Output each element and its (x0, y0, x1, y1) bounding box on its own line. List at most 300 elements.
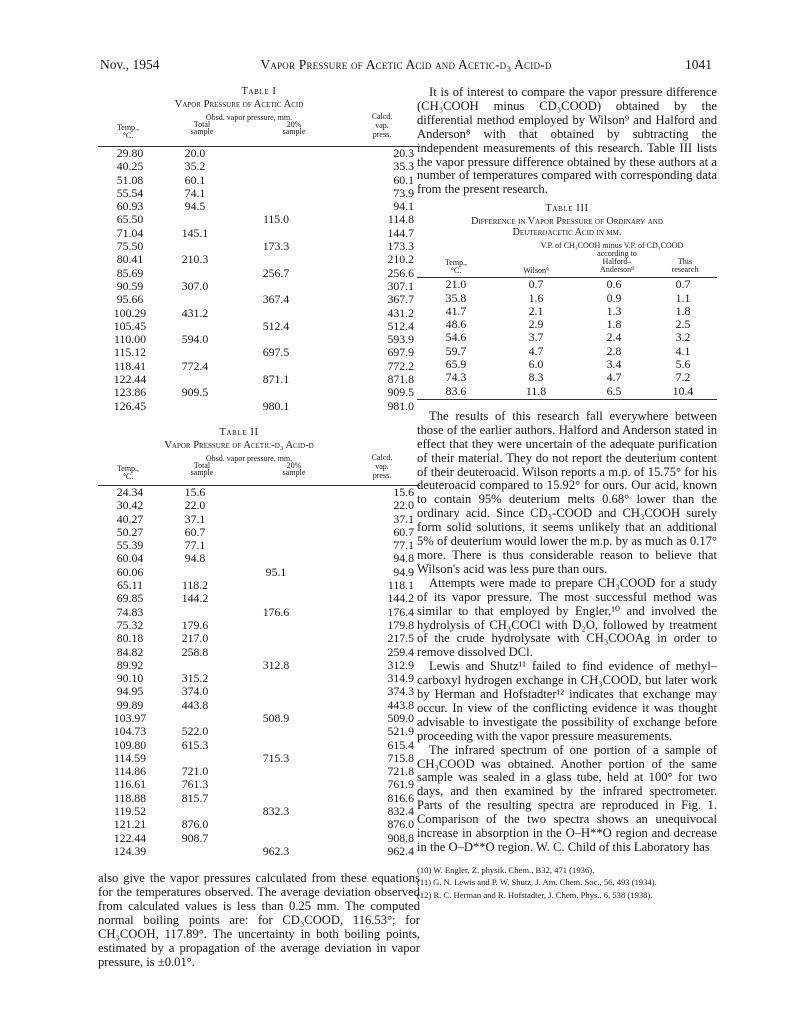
table-cell: 50.27 (116, 524, 144, 539)
table-cell: 35.2 (184, 159, 206, 174)
table-cell: 118.41 (113, 358, 146, 373)
table-cell: 55.39 (116, 538, 144, 553)
table-cell: 124.39 (113, 843, 147, 858)
table-row (98, 619, 416, 632)
table-row (98, 659, 416, 672)
table-cell (162, 293, 228, 306)
table-cell: 77.1 (393, 538, 414, 553)
table-cell: 118.1 (387, 578, 414, 593)
body-paragraph: The results of this research fall everywhere between those of the earlier authors. Halford and Anderson stated in effect that they were uncertain of the adequate purification of their material. They do not report the deuterium content of their deuteroacid. Wilson reports a m.p. of 15.75° for his deuteroacid compared to 15.92° for ours. Our acid, known to contain 95% deuterium melts 0.68° lower than the ordinary acid. Since CD₃-COOD and CH₃COOH surely form solid solutions, it seems unlikely that an additional 5% of deuterium would lower the m.p. by as much as 0.17° more. There is thus considerable reason to believe that Wilson's acid was less pure than ours. (417, 408, 717, 576)
header-calcd: Calcd. (371, 112, 393, 121)
table-3 (417, 203, 717, 400)
header-research: research (671, 265, 699, 275)
table-cell: 55.54 (116, 185, 144, 200)
table-cell: 118.2 (181, 578, 209, 593)
table-cell: 29.80 (116, 146, 144, 160)
table-cell: 122.44 (113, 372, 147, 387)
header-obsd: Obsd. vapor pressure, mm. (205, 113, 293, 122)
page-number: 1041 (685, 57, 712, 72)
table-3-caption-line-2: Deuteroacetic Acid in mm. (512, 227, 622, 239)
header-total-sample: sample (190, 467, 214, 477)
table-cell: 100.29 (113, 305, 147, 320)
table-row (98, 187, 416, 200)
table-cell (228, 174, 324, 187)
header-pct: 20% (286, 460, 302, 470)
table-cell (228, 818, 324, 831)
table-cell: 54.6 (445, 330, 467, 345)
table-cell: 114.86 (113, 764, 146, 779)
table-cell (162, 752, 228, 765)
header-temp-unit: °C. (450, 266, 462, 276)
running-header (100, 57, 712, 75)
table-cell: 94.9 (393, 564, 414, 579)
table-cell: 210.3 (181, 252, 209, 267)
table-cell: 71.04 (116, 225, 144, 240)
header-vp-span: V.P. of CH₃COOH minus V.P. of CD₃COOD (540, 241, 684, 251)
table-cell (228, 526, 324, 539)
table-row (98, 280, 416, 293)
table-cell (228, 187, 324, 200)
table-cell: 173.3 (262, 239, 290, 254)
table-cell: 981.0 (387, 398, 414, 413)
table-cell: 509.0 (387, 710, 414, 725)
table-cell: 95.66 (116, 292, 144, 307)
table-cell: 20.3 (393, 146, 414, 160)
table-3-body (417, 278, 715, 398)
table-cell: 114.59 (113, 750, 146, 765)
table-cell: 74.83 (116, 604, 144, 619)
table-cell: 22.0 (184, 498, 206, 513)
table-row (98, 632, 416, 645)
header-halford: Halford– (602, 257, 632, 267)
table-row (98, 526, 416, 539)
table-row (98, 200, 416, 213)
intro-paragraph: It is of interest to compare the vapor pressure difference (CH₃COOH minus CD₃COOD) obtained by the differential method employed by Wilson⁹ and Halford and Anderson⁸ with that obtained by subtracting the independent measurements of this research. Table III lists the vapor pressure difference obtained by these authors at a number of temperatures compared with corresponding data from the present research. (417, 85, 717, 197)
table-cell: 761.3 (181, 777, 209, 792)
table-row (98, 320, 416, 333)
table-row (98, 818, 416, 831)
table-cell: 5.6 (675, 357, 691, 372)
table-cell (162, 712, 228, 725)
table-1-body (98, 147, 416, 413)
table-cell: 772.4 (181, 358, 209, 373)
header-obsd: Obsd. vapor pressure, mm. (205, 453, 293, 463)
table-cell: 3.4 (606, 357, 622, 372)
table-cell: 0.6 (606, 277, 622, 292)
table-cell: 615.3 (181, 737, 209, 752)
table-cell: 15.6 (393, 484, 414, 499)
table-cell: 832.3 (262, 804, 290, 819)
table-1-title: Table I (241, 86, 277, 97)
table-cell (228, 552, 324, 565)
table-cell: 2.1 (528, 303, 544, 318)
table-cell: 431.2 (387, 305, 414, 320)
table-cell: 94.95 (116, 684, 144, 699)
table-cell (228, 486, 324, 499)
table-cell: 60.06 (116, 564, 144, 579)
table-cell: 65.9 (445, 357, 467, 372)
table-cell: 1.1 (675, 290, 691, 305)
header-temp: Temp., (116, 463, 140, 473)
table-cell (162, 240, 228, 253)
table-row (417, 305, 715, 318)
body-paragraph: Attempts were made to prepare CH₃COOD for a study of its vapor pressure. The most successful method was similar to that employed by Engler,¹⁰ and involved the hydrolysis of CH₃COCl with D₂O, followed by treatment of the crude hydrolysate with CH₃COOAg in order to remove dissolved DCl. (417, 575, 717, 660)
table-row (98, 160, 416, 173)
body-paragraph: Lewis and Shutz¹¹ failed to find evidence of methyl–carboxyl hydrogen exchange in CH₃COOD, but later work by Herman and Hofstadter¹² indicates that exchange may occur. In view of the conflicting evidence it was thought advisable to investigate the possibility of exchange before proceeding with the vapor pressure measurements. (417, 659, 717, 743)
table-cell: 95.1 (265, 564, 287, 579)
table-cell: 176.6 (262, 604, 290, 619)
table-cell (228, 307, 324, 320)
table-cell: 40.25 (116, 159, 144, 174)
header-wilson: Wilson⁹ (523, 266, 549, 276)
table-cell: 74.1 (184, 185, 206, 200)
table-2-caption: Vapor Pressure of Acetic-d₃ Acid-d (164, 439, 314, 451)
table-cell: 908.7 (181, 830, 209, 845)
table-cell (228, 499, 324, 512)
table-row (98, 845, 416, 858)
table-cell (228, 200, 324, 213)
table-cell: 7.2 (675, 370, 691, 385)
table-cell: 443.8 (387, 697, 414, 712)
header-calcd-vap: vap. (375, 121, 389, 130)
table-cell: 123.86 (113, 385, 147, 400)
right-body-text (417, 410, 717, 855)
table-cell: 431.2 (181, 305, 209, 320)
table-cell: 90.10 (116, 671, 144, 686)
table-cell: 48.6 (445, 317, 467, 332)
table-row (98, 592, 416, 605)
header-pct-sample: sample (282, 467, 306, 477)
table-cell: 908.8 (387, 830, 414, 845)
table-cell: 4.7 (528, 343, 544, 358)
table-cell: 24.34 (116, 484, 144, 499)
header-this: This (677, 257, 693, 267)
table-cell (228, 280, 324, 293)
table-cell: 94.1 (393, 199, 414, 214)
table-cell: 2.8 (606, 343, 622, 358)
table-row (98, 373, 416, 386)
table-cell: 615.4 (387, 737, 414, 752)
table-cell: 109.80 (113, 737, 147, 752)
table-cell (162, 805, 228, 818)
table-cell: 6.0 (528, 357, 544, 372)
table-cell: 94.5 (184, 199, 206, 214)
table-1-header (98, 113, 420, 147)
table-cell: 105.45 (113, 318, 147, 333)
header-pct: 20% (286, 120, 302, 129)
table-cell: 315.2 (181, 671, 209, 686)
table-cell: 909.5 (181, 385, 209, 400)
table-row (98, 646, 416, 659)
table-cell: 512.4 (262, 318, 290, 333)
header-calcd-press: press. (372, 130, 392, 139)
table-row (98, 752, 416, 765)
table-cell (162, 213, 228, 226)
table-cell: 144.2 (387, 591, 414, 606)
table-row (98, 552, 416, 565)
running-title: Vapor Pressure of Acetic Acid and Acetic-d₃ Acid-d (260, 57, 552, 72)
table-row (98, 725, 416, 738)
table-cell: 90.59 (116, 278, 144, 293)
table-cell (228, 672, 324, 685)
header-total: Total (193, 460, 211, 470)
table-row (98, 739, 416, 752)
table-row (98, 513, 416, 526)
table-cell (228, 685, 324, 698)
table-cell: 697.9 (387, 345, 414, 360)
table-cell: 51.08 (116, 172, 144, 187)
table-row (98, 778, 416, 791)
table-row (98, 566, 416, 579)
table-cell: 116.61 (113, 777, 146, 792)
table-row (417, 278, 715, 291)
header-according-to: according to (597, 249, 637, 259)
table-cell: 1.3 (606, 303, 622, 318)
table-row (98, 386, 416, 399)
table-cell: 20.0 (184, 146, 206, 160)
table-cell: 217.0 (181, 631, 209, 646)
table-cell: 59.7 (445, 343, 467, 358)
table-cell: 210.2 (387, 252, 414, 267)
table-row (417, 292, 715, 305)
table-cell (228, 386, 324, 399)
table-cell: 104.73 (113, 724, 147, 739)
table-cell: 715.8 (387, 750, 414, 765)
table-cell (228, 725, 324, 738)
table-cell: 69.85 (116, 591, 144, 606)
table-cell: 60.7 (393, 524, 414, 539)
table-cell: 122.44 (113, 830, 147, 845)
table-row (98, 147, 416, 160)
table-cell: 144.2 (181, 591, 209, 606)
table-cell: 179.6 (181, 617, 209, 632)
table-cell (228, 360, 324, 373)
table-cell: 80.18 (116, 631, 144, 646)
table-cell: 3.7 (528, 330, 544, 345)
table-cell: 761.9 (387, 777, 414, 792)
footnote: (10) W. Engler, Z. physik. Chem., B32, 471 (1936). (417, 864, 595, 875)
table-cell: 37.1 (184, 511, 206, 526)
table-row (98, 293, 416, 306)
table-cell: 65.50 (116, 212, 144, 227)
table-cell: 832.4 (387, 804, 414, 819)
table-cell: 37.1 (393, 511, 414, 526)
table-cell (228, 160, 324, 173)
table-row (98, 346, 416, 359)
table-cell (162, 845, 228, 858)
table-row (98, 699, 416, 712)
table-cell: 256.6 (387, 265, 414, 280)
table-cell: 85.69 (116, 265, 144, 280)
table-cell (228, 253, 324, 266)
table-cell (228, 333, 324, 346)
table-cell: 2.5 (675, 317, 691, 332)
table-cell: 980.1 (262, 398, 290, 413)
table-cell (228, 632, 324, 645)
table-cell: 41.7 (445, 303, 467, 318)
table-cell: 60.93 (116, 199, 144, 214)
table-row (98, 227, 416, 240)
table-row (98, 307, 416, 320)
table-row (98, 267, 416, 280)
table-cell (228, 646, 324, 659)
table-cell: 217.5 (387, 631, 414, 646)
table-1 (98, 86, 420, 413)
table-row (98, 579, 416, 592)
table-cell: 115.0 (262, 212, 290, 227)
table-cell (228, 765, 324, 778)
table-cell: 522.0 (181, 724, 209, 739)
table-row (98, 360, 416, 373)
table-cell (162, 566, 228, 579)
header-calcd: Calcd. (371, 452, 393, 462)
table-cell: 144.7 (387, 225, 414, 240)
table-row (98, 685, 416, 698)
table-cell: 121.21 (113, 817, 147, 832)
table-cell (228, 579, 324, 592)
table-3-header (417, 241, 717, 278)
table-2 (98, 427, 420, 858)
table-cell: 35.3 (393, 159, 414, 174)
table-cell: 8.3 (528, 370, 544, 385)
table-cell: 94.8 (184, 551, 206, 566)
table-cell: 871.8 (387, 372, 414, 387)
table-cell: 721.0 (181, 764, 209, 779)
table-cell: 593.9 (387, 332, 414, 347)
table-cell: 99.89 (116, 697, 144, 712)
right-column (417, 86, 717, 902)
table-row (98, 174, 416, 187)
table-cell: 83.6 (445, 383, 467, 398)
table-row (98, 486, 416, 499)
table-cell: 115.12 (113, 345, 146, 360)
left-paragraph: also give the vapor pressures calculated from these equations for the temperatures observed. The average deviation observed from calculated values is less than 0.25 mm. The computed normal boiling points are: for CD₃COOD, 116.53°; for CH₃COOH, 117.89°. The uncertainty in both boiling points, estimated by a propagation of the average deviation in vapor pressure, is ±0.01°. (98, 871, 420, 969)
table-cell: 307.0 (181, 278, 209, 293)
table-cell (228, 619, 324, 632)
table-cell: 374.3 (387, 684, 414, 699)
table-cell: 2.4 (606, 330, 622, 345)
table-cell (228, 699, 324, 712)
table-cell (228, 592, 324, 605)
table-cell (228, 539, 324, 552)
table-row (98, 499, 416, 512)
table-row (98, 213, 416, 226)
table-row (98, 765, 416, 778)
table-cell: 40.27 (116, 511, 144, 526)
table-cell (162, 346, 228, 359)
table-cell: 815.7 (181, 790, 209, 805)
table-3-rule (417, 399, 717, 400)
table-cell: 1.8 (675, 303, 691, 318)
table-cell: 89.92 (116, 657, 144, 672)
table-row (98, 712, 416, 725)
table-row (98, 792, 416, 805)
table-cell (162, 267, 228, 280)
table-cell: 0.9 (606, 290, 622, 305)
table-row (98, 672, 416, 685)
table-cell: 30.42 (116, 498, 144, 513)
table-cell: 367.4 (262, 292, 290, 307)
table-cell: 1.8 (606, 317, 622, 332)
header-temp: Temp., (444, 258, 468, 268)
table-cell: 60.1 (393, 172, 414, 187)
table-cell: 10.4 (672, 383, 694, 398)
table-cell (228, 513, 324, 526)
table-cell: 75.50 (116, 239, 144, 254)
table-cell: 962.3 (262, 843, 290, 858)
table-row (98, 606, 416, 619)
issue-date: Nov., 1954 (100, 57, 160, 72)
table-cell: 84.82 (116, 644, 144, 659)
table-cell: 176.4 (387, 604, 414, 619)
table-row (98, 400, 416, 413)
table-row (98, 539, 416, 552)
footnote: (12) R. C. Herman and R. Hofstadter, J. Chem. Phys., 6, 538 (1938). (417, 889, 653, 900)
table-cell: 11.8 (525, 383, 547, 398)
header-temp-unit: °C. (122, 131, 134, 140)
table-cell (228, 227, 324, 240)
header-temp: Temp., (116, 123, 140, 132)
table-cell (162, 320, 228, 333)
table-cell: 60.04 (116, 551, 144, 566)
table-cell: 35.8 (445, 290, 467, 305)
table-cell: 75.32 (116, 617, 144, 632)
table-row (417, 358, 715, 371)
table-cell: 876.0 (181, 817, 209, 832)
table-cell: 22.0 (393, 498, 414, 513)
table-cell: 307.1 (387, 278, 414, 293)
table-2-header (98, 454, 420, 486)
table-cell (162, 373, 228, 386)
table-cell: 2.9 (528, 317, 544, 332)
table-1-caption: Vapor Pressure of Acetic Acid (174, 99, 304, 110)
table-cell (228, 739, 324, 752)
footnotes (417, 865, 717, 901)
table-row (98, 240, 416, 253)
table-cell: 1.6 (528, 290, 544, 305)
table-cell: 697.5 (262, 345, 290, 360)
table-cell: 521.9 (387, 724, 414, 739)
table-cell: 715.3 (262, 750, 290, 765)
table-cell: 73.9 (393, 185, 414, 200)
table-cell: 60.1 (184, 172, 206, 187)
table-cell: 312.9 (387, 657, 414, 672)
table-cell: 962.4 (387, 843, 414, 858)
table-cell: 6.5 (606, 383, 622, 398)
table-row (98, 333, 416, 346)
table-cell (228, 147, 324, 160)
table-cell: 179.8 (387, 617, 414, 632)
table-cell: 3.2 (675, 330, 691, 345)
table-cell: 145.1 (181, 225, 209, 240)
table-cell: 512.4 (387, 318, 414, 333)
table-cell: 374.0 (181, 684, 209, 699)
table-cell: 119.52 (113, 804, 146, 819)
table-cell (162, 400, 228, 413)
body-paragraph: The infrared spectrum of one portion of a sample of CH₃COOD was obtained. Another portion of the same sample was sealed in a glass tube, held at 100° for two days, and then examined by the infrared spectrometer. Parts of the resulting spectra are reproduced in Fig. 1. Comparison of the two spectra shows an unequivocal increase in absorption in the O–H**O region and decrease in the O–D**O region. W. C. Child of this Laboratory has (417, 742, 717, 855)
header-total: Total (193, 120, 211, 129)
table-cell: 871.1 (262, 372, 290, 387)
table-row (98, 253, 416, 266)
table-cell: 15.6 (184, 484, 206, 499)
table-row (417, 318, 715, 331)
table-cell: 126.45 (113, 398, 147, 413)
table-cell: 65.11 (116, 578, 144, 593)
table-cell: 60.7 (184, 524, 206, 539)
table-row (417, 371, 715, 384)
table-cell (162, 606, 228, 619)
table-cell: 314.9 (387, 671, 414, 686)
